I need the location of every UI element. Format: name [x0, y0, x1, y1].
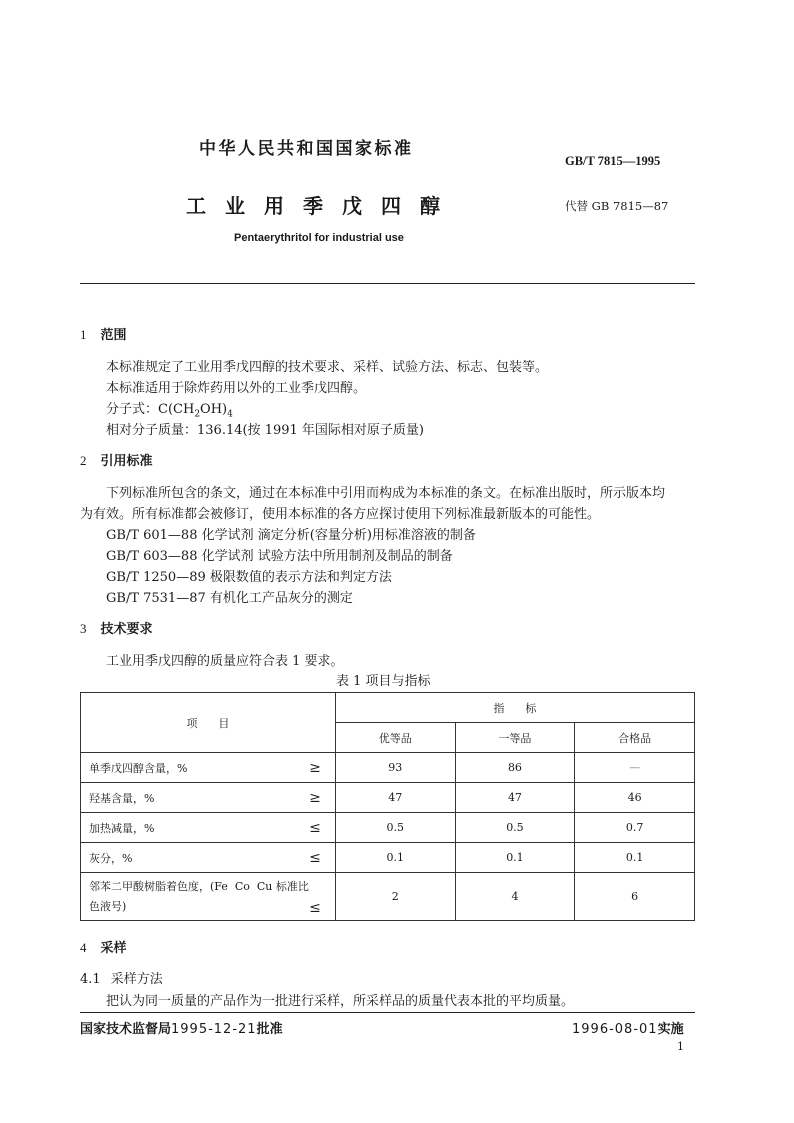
table-header-grade-qualified: 合格品	[575, 723, 695, 753]
table-cell-item: 羟基含量，% ≥	[81, 783, 336, 813]
approval-suffix: 批准	[256, 1022, 283, 1037]
standard-number: GB/T 7815—1995	[565, 154, 661, 168]
table-cell-value: 0.1	[335, 843, 455, 873]
section-1-heading	[80, 324, 127, 343]
reference-item: GB/T 601—88 化学试剂 滴定分析(容量分析)用标准溶液的制备	[106, 528, 476, 543]
comparison-operator: ≤	[309, 819, 321, 836]
scope-paragraph-2: 本标准适用于除炸药用以外的工业季戊四醇。	[106, 381, 367, 396]
formula-subscript-4: 4	[227, 409, 233, 420]
section-3-number: 3	[80, 621, 87, 636]
table-row	[81, 873, 695, 921]
table-row	[81, 843, 695, 873]
table-header-index: 指 标	[335, 693, 694, 723]
section-2-heading	[80, 450, 153, 469]
table-row	[81, 753, 695, 783]
approval-date: 1995-12-21	[171, 1022, 257, 1037]
approver: 国家技术监督局	[80, 1022, 172, 1037]
table-cell-value: 47	[455, 783, 575, 813]
table-cell-value: 2	[335, 873, 455, 921]
table-row	[81, 813, 695, 843]
table-cell-item-line-2: 色液号)	[89, 899, 127, 913]
table-header-grade-first: 一等品	[455, 723, 575, 753]
table-cell-item-line-1: 邻苯二甲酸树脂着色度，(Fe Co Cu 标准比	[89, 879, 309, 893]
table-cell-value: 0.5	[335, 813, 455, 843]
section-3-heading	[80, 618, 153, 637]
table-cell-value: 0.1	[575, 843, 695, 873]
table-caption: 表 1 项目与指标	[336, 674, 431, 689]
subsection-4-1-number: 4.1	[80, 972, 101, 987]
table-cell-item: 单季戊四醇含量，% ≥	[81, 753, 336, 783]
table-cell-value: 0.1	[455, 843, 575, 873]
formula-prefix: 分子式：C(CH	[106, 402, 195, 417]
section-2-title: 引用标准	[100, 454, 153, 469]
table-cell-value: 46	[575, 783, 695, 813]
normative-paragraph-line-1: 下列标准所包含的条文，通过在本标准中引用而构成为本标准的条文。在标准出版时，所示版本均	[106, 486, 666, 501]
implementation-date: 1996-08-01	[572, 1022, 658, 1037]
section-4-title: 采样	[100, 941, 127, 956]
molecular-formula	[106, 398, 233, 420]
table-header-grade-superior: 优等品	[335, 723, 455, 753]
implementation-suffix: 实施	[657, 1022, 684, 1037]
sampling-paragraph: 把认为同一质量的产品作为一批进行采样，所采样品的质量代表本批的平均质量。	[106, 994, 575, 1009]
implementation-line	[572, 1018, 684, 1037]
subsection-4-1-heading	[80, 968, 163, 987]
english-title: Pentaerythritol for industrial use	[234, 232, 404, 244]
table-cell-value: 0.7	[575, 813, 695, 843]
table-cell-value: 47	[335, 783, 455, 813]
specification-table	[80, 692, 695, 921]
subsection-4-1-title: 采样方法	[110, 972, 163, 987]
reference-item: GB/T 603—88 化学试剂 试验方法中所用制剂及制品的制备	[106, 549, 453, 564]
table-cell-value: 93	[335, 753, 455, 783]
table-cell-item: 加热减量，% ≤	[81, 813, 336, 843]
table-row	[81, 783, 695, 813]
table-cell-item: 灰分，% ≤	[81, 843, 336, 873]
normative-paragraph-line-2: 为有效。所有标准都会被修订，使用本标准的各方应探讨使用下列标准最新版本的可能性。	[80, 507, 601, 522]
section-3-title: 技术要求	[100, 622, 153, 637]
table-cell-value: —	[575, 753, 695, 783]
technical-requirements-paragraph: 工业用季戊四醇的质量应符合表 1 要求。	[106, 654, 344, 669]
comparison-operator: ≥	[309, 759, 321, 776]
comparison-operator: ≤	[309, 849, 321, 866]
comparison-operator: ≤	[309, 900, 321, 916]
section-2-number: 2	[80, 453, 87, 468]
footer-divider	[80, 1012, 695, 1013]
section-4-heading	[80, 937, 127, 956]
section-1-title: 范围	[100, 328, 127, 343]
formula-subscript-2: 2	[194, 409, 201, 420]
table-cell-value: 86	[455, 753, 575, 783]
comparison-operator: ≥	[309, 789, 321, 806]
table-cell-value: 6	[575, 873, 695, 921]
scope-paragraph-1: 本标准规定了工业用季戊四醇的技术要求、采样、试验方法、标志、包装等。	[106, 360, 549, 375]
table-cell-value: 4	[455, 873, 575, 921]
reference-item: GB/T 1250—89 极限数值的表示方法和判定方法	[106, 570, 392, 585]
document-title: 工业用季戊四醇	[186, 194, 459, 218]
table-cell-value: 0.5	[455, 813, 575, 843]
page-number: 1	[677, 1040, 684, 1053]
section-4-number: 4	[80, 940, 87, 955]
table-header-item: 项 目	[81, 693, 336, 753]
replaces-standard: 代替 GB 7815—87	[565, 199, 669, 213]
formula-middle: OH)	[200, 402, 228, 417]
reference-item: GB/T 7531—87 有机化工产品灰分的测定	[106, 591, 353, 606]
section-1-number: 1	[80, 327, 87, 342]
standard-category-title: 中华人民共和国国家标准	[199, 139, 414, 159]
approval-line	[80, 1018, 283, 1037]
header-divider	[80, 283, 695, 284]
table-cell-item	[81, 873, 336, 921]
molecular-weight: 相对分子质量：136.14(按 1991 年国际相对原子质量)	[106, 423, 424, 438]
